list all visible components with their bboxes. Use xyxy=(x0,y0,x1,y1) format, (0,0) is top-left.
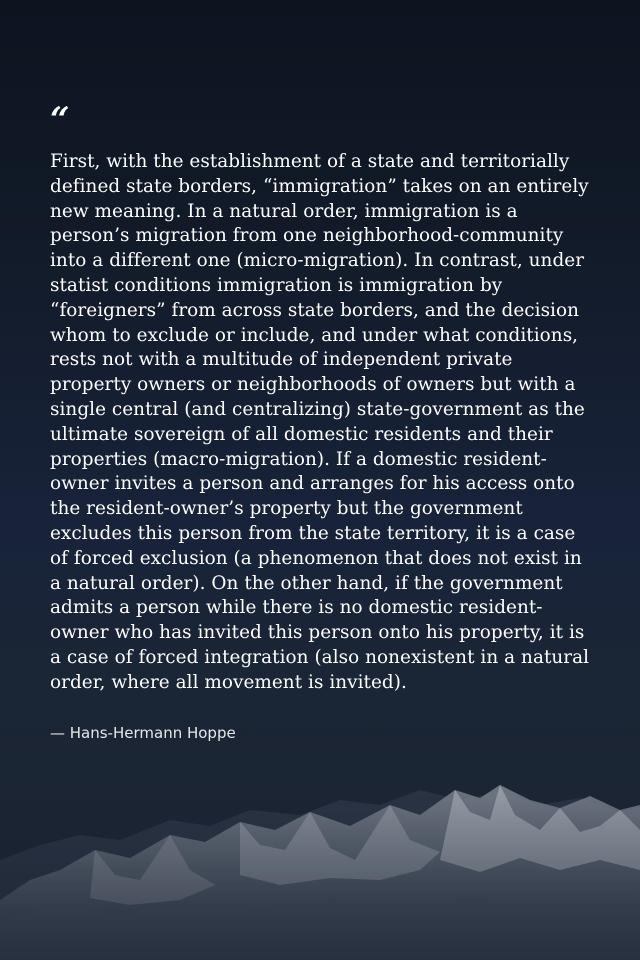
quote-card xyxy=(50,100,595,742)
quote-author: — Hans-Hermann Hoppe xyxy=(50,723,236,742)
quote-text: First, with the establishment of a state and territorially defined state borders, “immigration” takes on an entirely new meaning. In a natural order, immigration is a person’s migration from one neighborhood-community into a different one (micro-migration). In contrast, under statist conditions immigration is immigration by “foreigners” from across state borders, and the decision whom to exclude or include, and under what conditions, rests not with a multitude of independent private property owners or neighborhoods of owners but with a single central (and centralizing) state-government as the ultimate sovereign of all domestic residents and their properties (macro-migration). If a domestic resident-owner invites a person and arranges for his access onto the resident-owner’s property but the government excludes this person from the state territory, it is a case of forced exclusion (a phenomenon that does not exist in a natural order). On the other hand, if the government admits a person while there is no domestic resident-owner who has invited this person onto his property, it is a case of forced integration (also nonexistent in a natural order, where all movement is invited). xyxy=(50,151,590,693)
quote-mark-icon: “ xyxy=(50,100,70,140)
